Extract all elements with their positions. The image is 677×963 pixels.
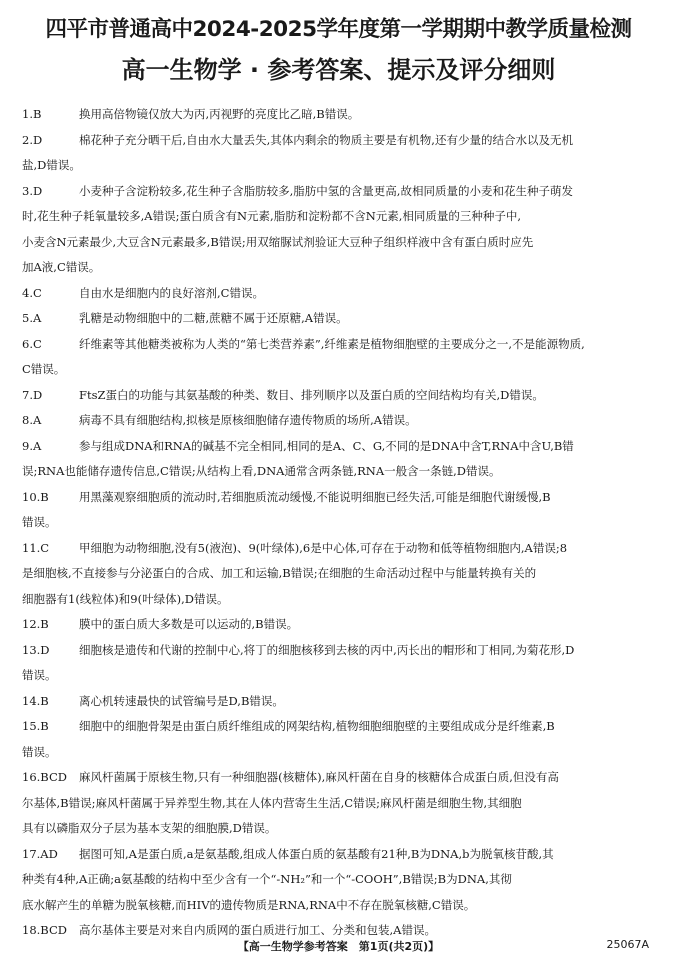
- footer-exam-code: 25067A: [606, 938, 649, 951]
- explanation-line: 离心机转速最快的试管编号是D,B错误。: [79, 693, 284, 708]
- explanation-line: 据图可知,A是蛋白质,a是氨基酸,组成人体蛋白质的氨基酸有21种,B为DNA,b为脱氧核苷酸,其: [79, 846, 554, 861]
- answer-number: 15.B: [22, 719, 49, 733]
- explanation-line: FtsZ蛋白的功能与其氨基酸的种类、数目、排列顺序以及蛋白质的空间结构均有关,D错误。: [79, 387, 544, 402]
- answer-number: 2.D: [22, 132, 43, 147]
- answer-explanation: [79, 306, 656, 332]
- answer-list: [22, 102, 656, 944]
- answer-item: [22, 842, 656, 919]
- answer-number: 11.C: [22, 540, 50, 555]
- explanation-line: 高尔基体主要是对来自内质网的蛋白质进行加工、分类和包装,A错误。: [79, 923, 436, 937]
- answer-item: [22, 485, 656, 536]
- explanation-line: 时,花生种子耗氧量较多,A错误;蛋白质含有N元素,脂肪和淀粉都不含N元素,相同质量的三种种子中,: [22, 209, 522, 223]
- answer-item: [22, 306, 656, 332]
- explanation-line: 用黑藻观察细胞质的流动时,若细胞质流动缓慢,不能说明细胞已经失活,可能是细胞代谢缓慢,B: [79, 489, 551, 504]
- answer-number: 12.B: [22, 617, 49, 631]
- answer-explanation: [79, 612, 656, 638]
- answer-explanation: [79, 281, 656, 307]
- answer-item: [22, 434, 656, 485]
- explanation-line: 棉花种子充分晒干后,自由水大量丢失,其体内剩余的物质主要是有机物,还有少量的结合水以及无机: [79, 132, 573, 147]
- answer-item: [22, 102, 656, 128]
- explanation-line: 是细胞核,不直接参与分泌蛋白的合成、加工和运输,B错误;在细胞的生命活动过程中与能量转换有关的: [22, 566, 537, 580]
- explanation-line: 小麦种子含淀粉较多,花生种子含脂肪较多,脂肪中氢的含量更高,故相同质量的小麦和花生种子萌发: [79, 183, 573, 198]
- explanation-line: 麻风杆菌属于原核生物,只有一种细胞器(核糖体),麻风杆菌在自身的核糖体合成蛋白质,但没有高: [79, 770, 559, 784]
- explanation-line: 细胞中的细胞骨架是由蛋白质纤维组成的网架结构,植物细胞细胞壁的主要组成成分是纤维素,B: [79, 719, 555, 733]
- answer-number: 13.D: [22, 642, 50, 657]
- answer-number: 5.A: [22, 311, 42, 325]
- answer-explanation: [79, 408, 656, 434]
- answer-item: [22, 179, 656, 281]
- explanation-line: C错误。: [22, 362, 66, 376]
- document-subtitle: 高一生物学 · 参考答案、提示及评分细则: [121, 56, 556, 84]
- answer-number: 18.BCD: [22, 923, 67, 937]
- explanation-line: 甲细胞为动物细胞,没有5(液泡)、9(叶绿体),6是中心体,可存在于动物和低等植物细胞内,A错误;8: [79, 540, 568, 555]
- answer-item: [22, 638, 656, 689]
- answer-number: 1.B: [22, 107, 42, 121]
- explanation-line: 纤维素等其他糖类被称为人类的“第七类营养素”,纤维素是植物细胞壁的主要成分之一,不是能源物质,: [79, 336, 585, 351]
- explanation-line: 细胞器有1(线粒体)和9(叶绿体),D错误。: [22, 591, 229, 606]
- answer-number: 7.D: [22, 387, 43, 402]
- answer-number: 10.B: [22, 489, 49, 504]
- explanation-line: 自由水是细胞内的良好溶剂,C错误。: [79, 285, 264, 300]
- answer-number: 14.B: [22, 693, 49, 708]
- answer-item: [22, 128, 656, 179]
- explanation-line: 加A液,C错误。: [22, 260, 101, 274]
- answer-explanation: [79, 383, 656, 409]
- answer-item: [22, 714, 656, 765]
- explanation-line: 错误。: [22, 515, 57, 529]
- answer-item: [22, 536, 656, 613]
- answer-number: 16.BCD: [22, 770, 67, 784]
- explanation-line: 换用高倍物镜仅放大为丙,丙视野的亮度比乙暗,B错误。: [79, 107, 360, 121]
- answer-explanation: [79, 102, 656, 128]
- explanation-line: 错误。: [22, 668, 57, 682]
- answer-item: [22, 383, 656, 409]
- explanation-line: 乳糖是动物细胞中的二糖,蔗糖不属于还原糖,A错误。: [79, 311, 348, 325]
- answer-number: 17.AD: [22, 846, 58, 861]
- explanation-line: 错误。: [22, 744, 57, 759]
- answer-number: 4.C: [22, 285, 42, 300]
- explanation-line: 小麦含N元素最少,大豆含N元素最多,B错误;用双缩脲试剂验证大豆种子组织样液中含有蛋白质时应先: [22, 234, 534, 249]
- explanation-line: 尔基体,B错误;麻风杆菌属于异养型生物,其在人体内营寄生生活,C错误;麻风杆菌是细胞生物,其细胞: [22, 795, 522, 810]
- explanation-line: 底水解产生的单糖为脱氧核糖,而HIV的遗传物质是RNA,RNA中不存在脱氧核糖,C错误。: [22, 897, 476, 912]
- explanation-line: 细胞核是遗传和代谢的控制中心,将丁的细胞核移到去核的丙中,丙长出的帽形和丁相同,为菊花形,D: [79, 642, 575, 657]
- explanation-line: 盐,D错误。: [22, 158, 81, 172]
- explanation-line: 误;RNA也能储存遗传信息,C错误;从结构上看,DNA通常含两条链,RNA一般含一条链,D错误。: [22, 464, 501, 478]
- answer-number: 9.A: [22, 438, 42, 453]
- answer-item: [22, 689, 656, 715]
- explanation-line: 病毒不具有细胞结构,拟核是原核细胞储存遗传物质的场所,A错误。: [79, 413, 417, 427]
- answer-number: 6.C: [22, 336, 42, 351]
- answer-number: 3.D: [22, 183, 43, 198]
- answer-explanation: [79, 689, 656, 715]
- answer-item: [22, 612, 656, 638]
- footer-page-info: 【高一生物学参考答案 第1页(共2页)】: [237, 940, 440, 953]
- answer-item: [22, 765, 656, 842]
- answer-item: [22, 281, 656, 307]
- explanation-line: 膜中的蛋白质大多数是可以运动的,B错误。: [79, 617, 299, 631]
- document-title: 四平市普通高中2024-2025学年度第一学期期中教学质量检测: [45, 17, 632, 42]
- explanation-line: 参与组成DNA和RNA的碱基不完全相同,相同的是A、C、G,不同的是DNA中含T,RNA中含U,B错: [79, 438, 574, 453]
- answer-item: [22, 332, 656, 383]
- explanation-line: 具有以磷脂双分子层为基本支架的细胞膜,D错误。: [22, 821, 277, 835]
- answer-number: 8.A: [22, 413, 42, 427]
- answer-item: [22, 408, 656, 434]
- explanation-line: 种类有4种,A正确;a氨基酸的结构中至少含有一个“-NH₂”和一个“-COOH”,B错误;B为DNA,其彻: [22, 872, 512, 886]
